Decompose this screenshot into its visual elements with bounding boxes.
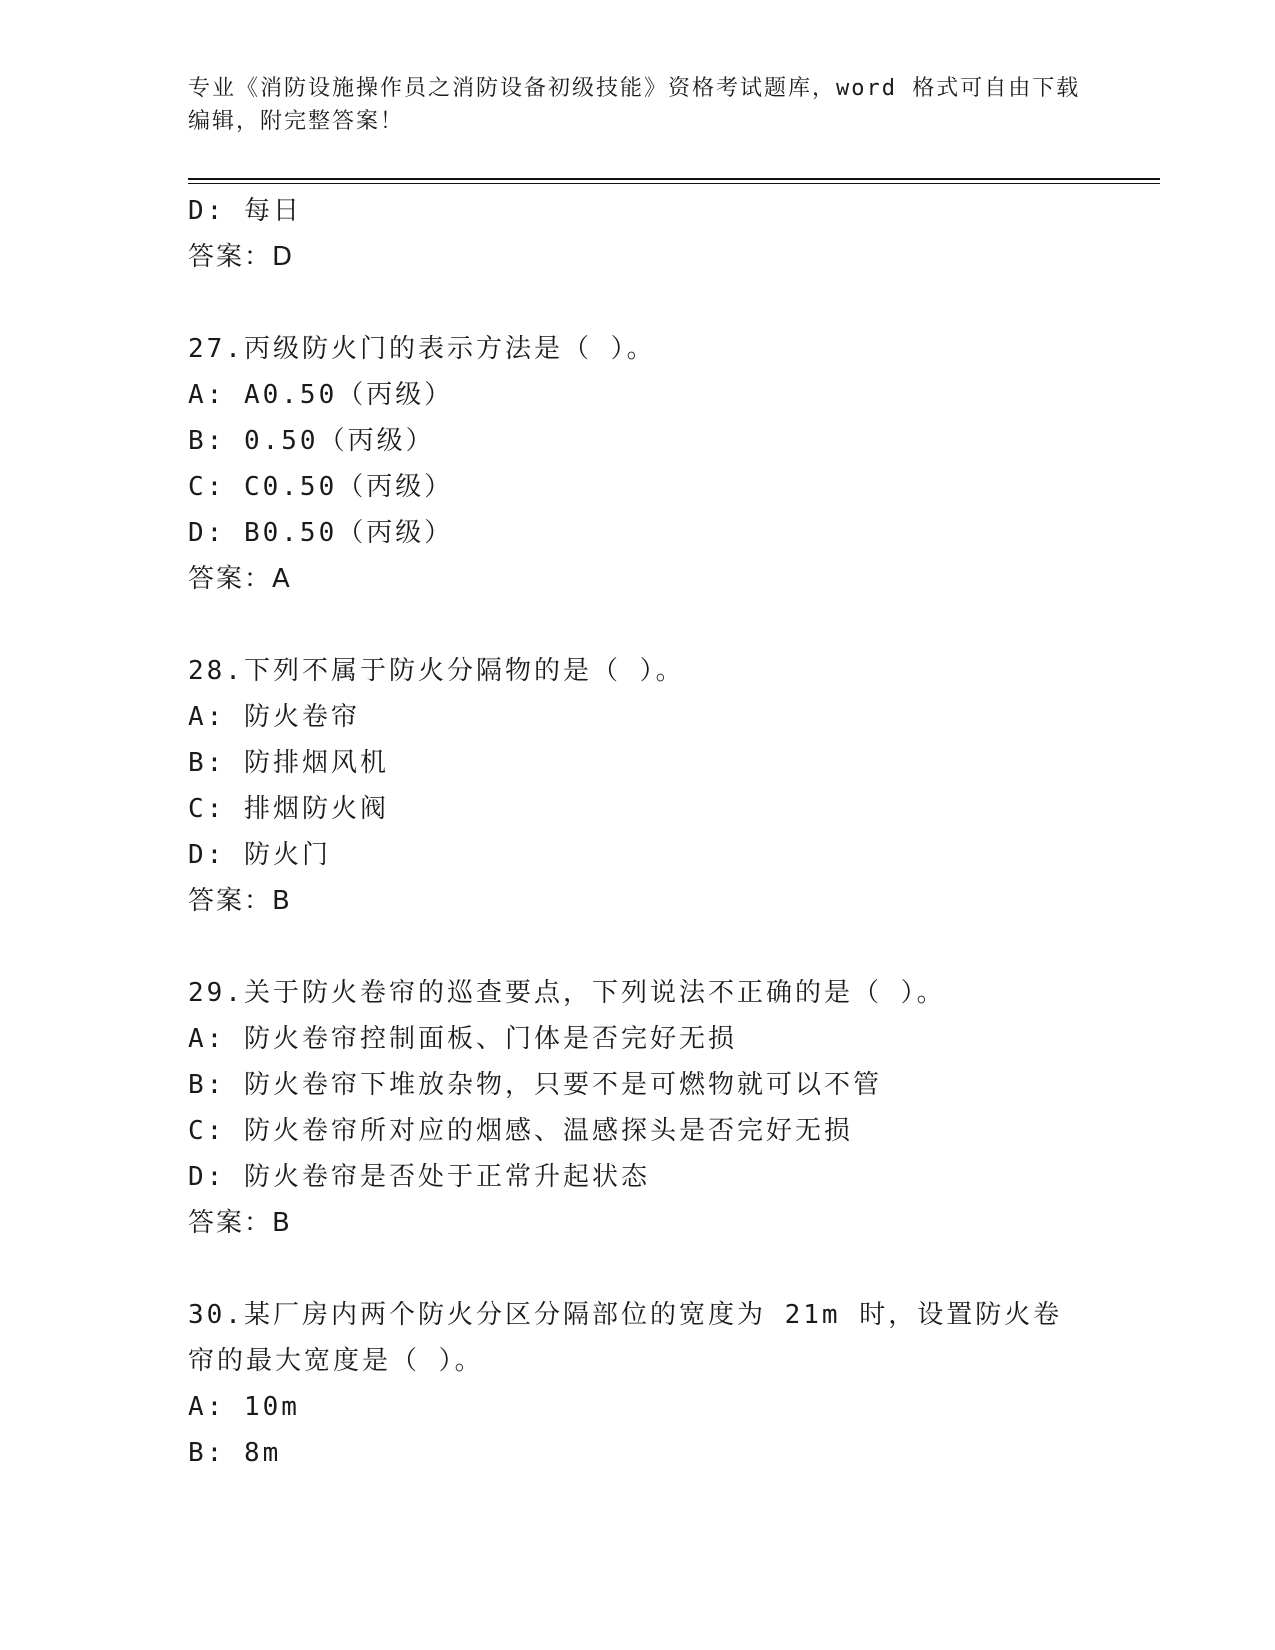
header-divider-thin [188,183,1160,184]
option-c: C: 防火卷帘所对应的烟感、温感探头是否完好无损 [188,1116,853,1146]
question-block-30 [188,1292,1160,1476]
option-b: B: 防排烟风机 [188,748,389,778]
question-stem: 28.下列不属于防火分隔物的是（ ）。 [188,656,685,686]
option-b: B: 防火卷帘下堆放杂物，只要不是可燃物就可以不管 [188,1070,882,1100]
question-stem: 30.某厂房内两个防火分区分隔部位的宽度为 21m 时，设置防火卷帘的最大宽度是（ ）。 [188,1300,1063,1376]
question-block-28 [188,648,1160,924]
question-block-29 [188,970,1160,1246]
answer-line: 答案：B [188,1208,292,1238]
question-stem: 29.关于防火卷帘的巡查要点，下列说法不正确的是（ ）。 [188,978,946,1008]
option-c: C: 排烟防火阀 [188,794,389,824]
question-block-27 [188,326,1160,602]
option-d: D: 每日 [188,196,302,226]
answer-line: 答案：A [188,564,292,594]
option-d: D: 防火卷帘是否处于正常升起状态 [188,1162,650,1192]
option-a: A: 10m [188,1392,300,1422]
option-a: A: A0.50（丙级） [188,380,454,410]
question-stem: 27.丙级防火门的表示方法是（ ）。 [188,334,656,364]
question-list [188,188,1160,1476]
answer-line: 答案：B [188,886,292,916]
option-c: C: C0.50（丙级） [188,472,454,502]
option-a: A: 防火卷帘控制面板、门体是否完好无损 [188,1024,737,1054]
option-b: B: 8m [188,1438,282,1468]
answer-line: 答案：D [188,242,295,272]
option-b: B: 0.50（丙级） [188,426,435,456]
option-d: D: B0.50（丙级） [188,518,454,548]
header-divider-thick [188,178,1160,180]
option-d: D: 防火门 [188,840,331,870]
document-header: 专业《消防设施操作员之消防设备初级技能》资格考试题库，word 格式可自由下载编辑，附完整答案！ [188,76,1081,134]
option-a: A: 防火卷帘 [188,702,360,732]
